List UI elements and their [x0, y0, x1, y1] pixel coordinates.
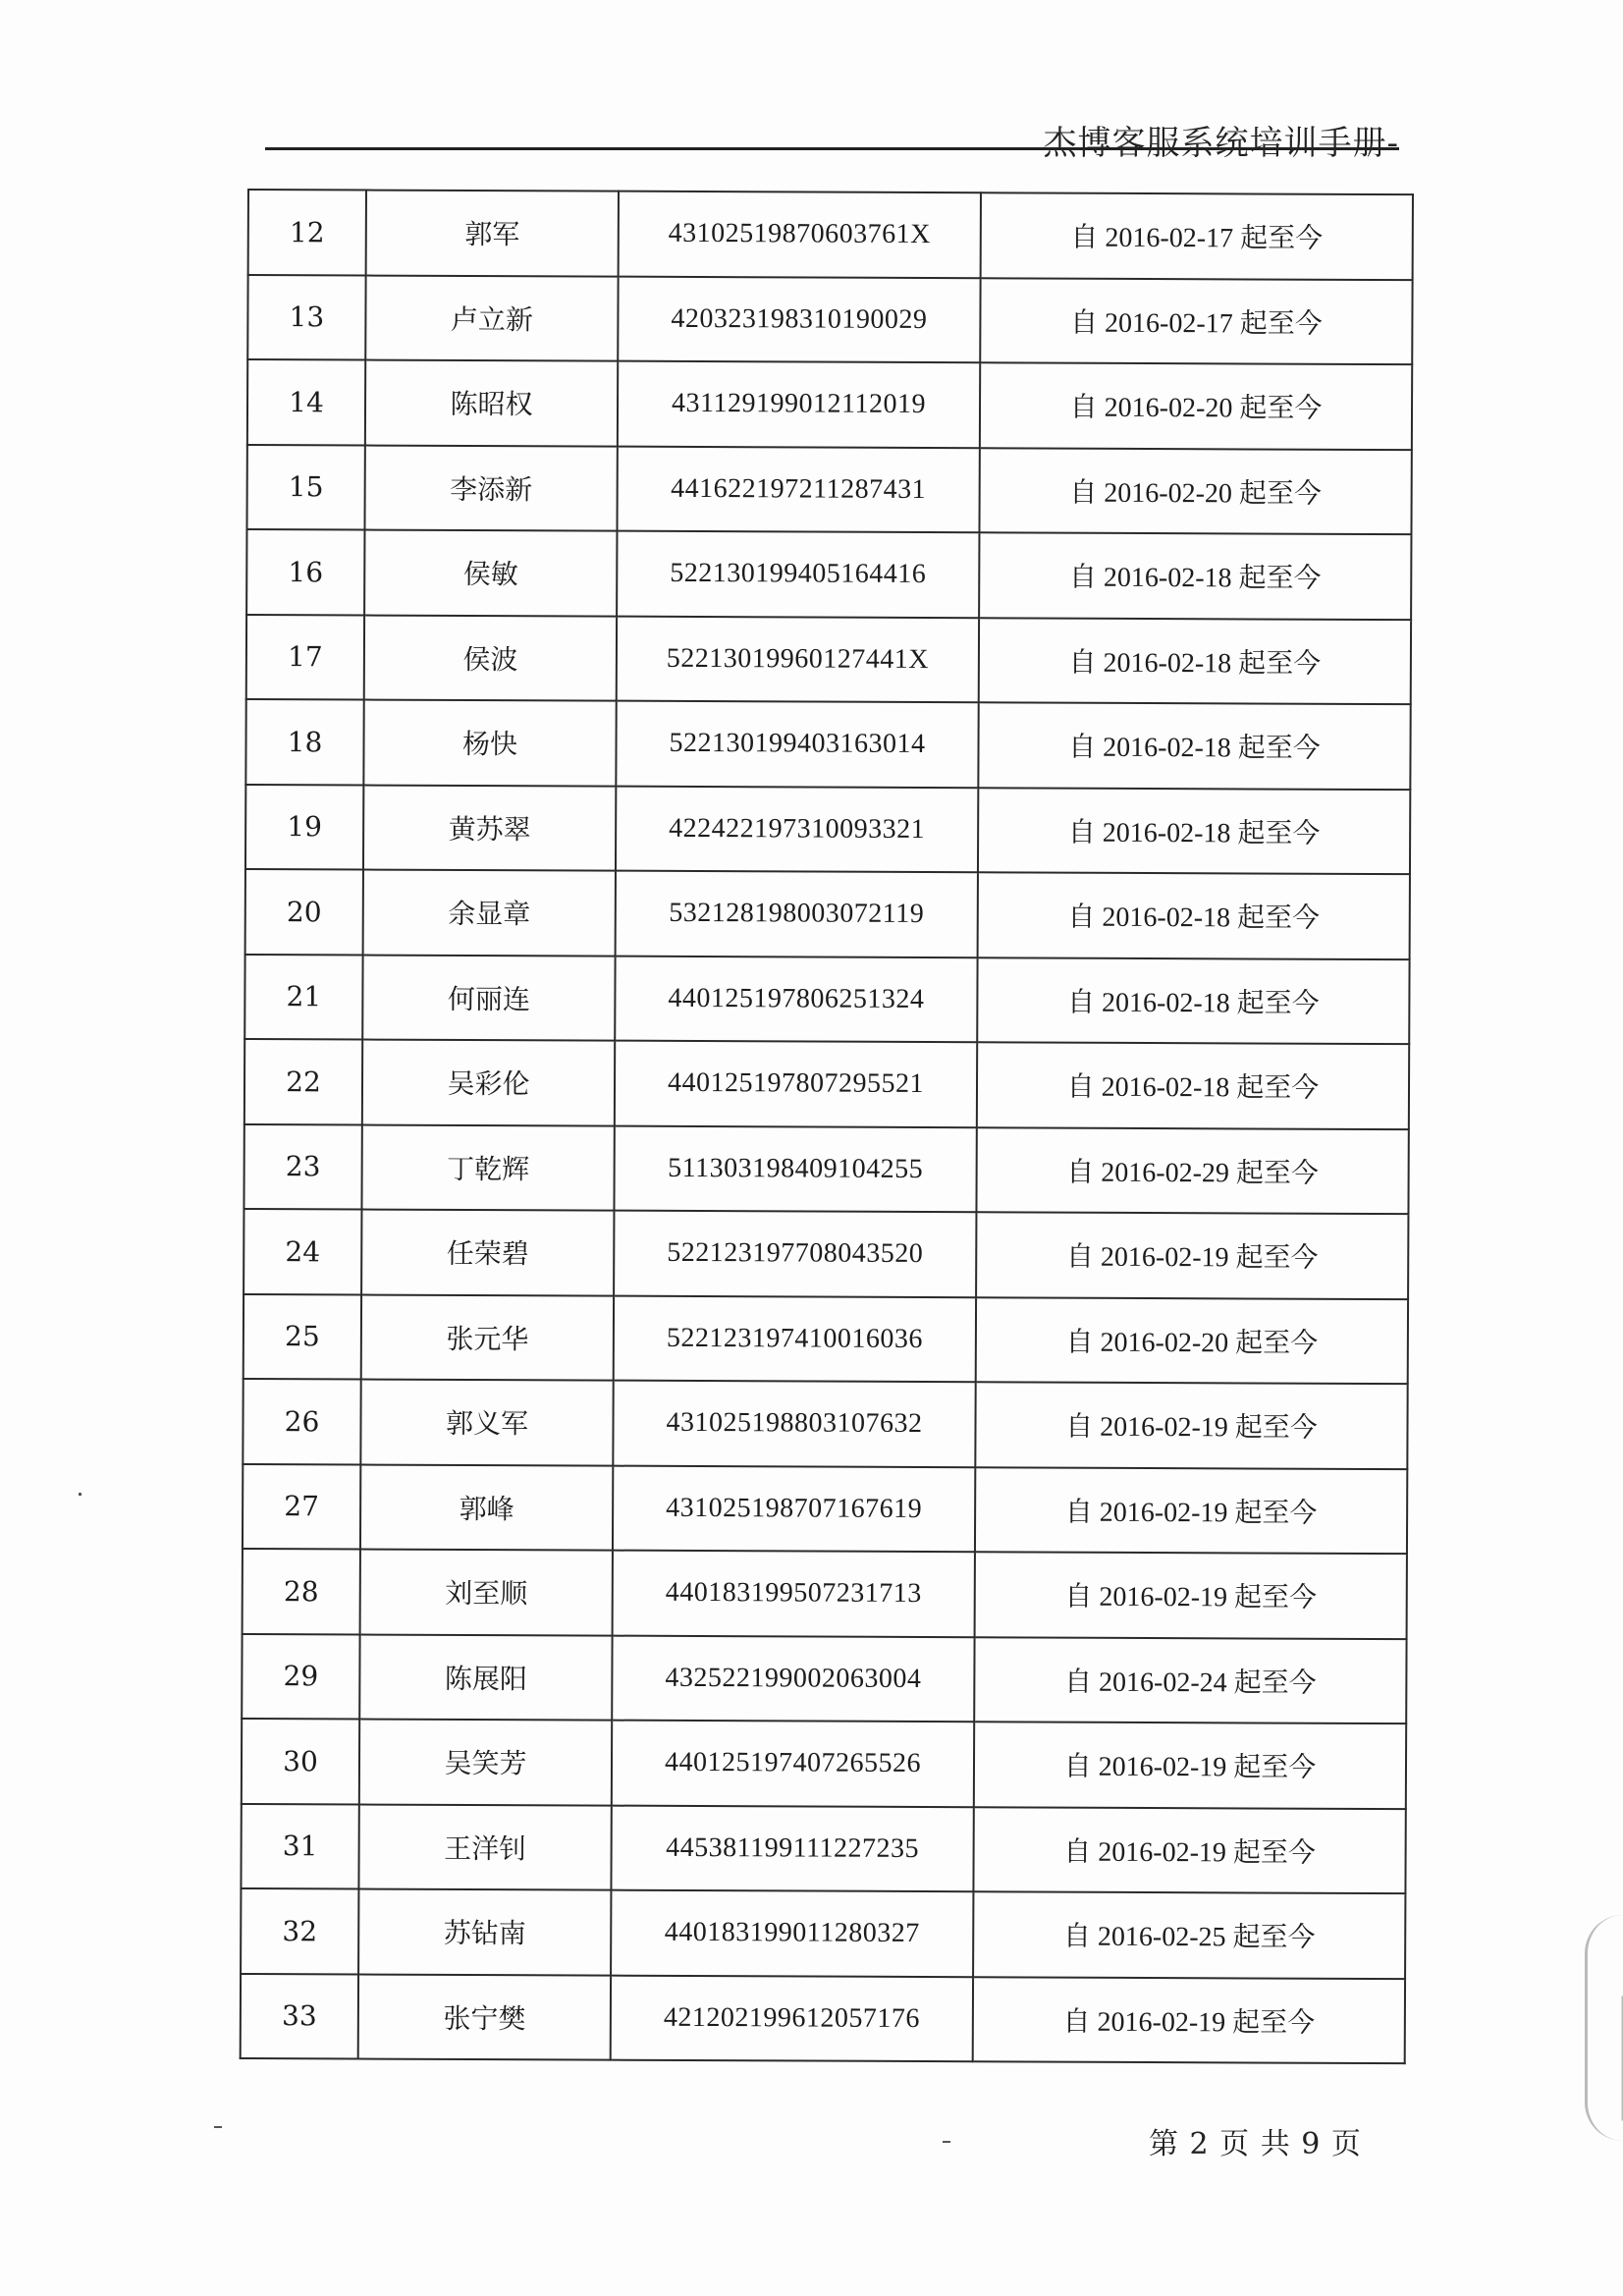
table-row: [242, 1719, 1406, 1809]
row-number-cell: 28: [243, 1549, 360, 1634]
employee-name-cell: 张元华: [361, 1294, 614, 1381]
employee-name-cell: 郭军: [366, 191, 619, 277]
service-period-cell: 自 2016-02-18 起至今: [978, 872, 1410, 958]
employee-name-cell: 何丽连: [362, 955, 615, 1041]
id-number-cell: 522130199405164416: [617, 531, 979, 618]
page-header-title: 杰博客服系统培训手册-: [1043, 124, 1399, 163]
row-number-cell: 19: [245, 784, 363, 869]
table-row: [246, 615, 1411, 705]
row-number-cell: 20: [245, 869, 363, 955]
table-row: [243, 1549, 1407, 1639]
id-number-cell: 445381199111227235: [611, 1805, 973, 1891]
id-number-cell: 440183199507231713: [613, 1551, 975, 1637]
service-period-cell: 自 2016-02-19 起至今: [973, 1807, 1405, 1893]
employee-name-cell: 刘至顺: [360, 1550, 613, 1636]
id-number-cell: 431025198803107632: [613, 1381, 975, 1467]
row-number-cell: 23: [243, 1123, 361, 1209]
service-period-cell: 自 2016-02-19 起至今: [974, 1722, 1406, 1808]
service-period-cell: 自 2016-02-19 起至今: [976, 1212, 1408, 1298]
service-period-cell: 自 2016-02-25 起至今: [973, 1891, 1405, 1978]
row-number-cell: 31: [241, 1803, 358, 1888]
table-row: [244, 954, 1409, 1044]
employee-name-cell: 丁乾辉: [361, 1124, 614, 1211]
id-number-cell: 440125197407265526: [612, 1721, 974, 1807]
employee-name-cell: 王洋钊: [358, 1804, 611, 1890]
service-period-cell: 自 2016-02-19 起至今: [975, 1552, 1407, 1638]
table-row: [241, 1803, 1405, 1893]
employee-name-cell: 卢立新: [365, 275, 618, 361]
table-row: [247, 275, 1412, 365]
service-period-cell: 自 2016-02-29 起至今: [976, 1127, 1408, 1214]
service-period-cell: 自 2016-02-20 起至今: [979, 448, 1411, 534]
service-period-cell: 自 2016-02-18 起至今: [978, 788, 1410, 874]
row-number-cell: 27: [243, 1463, 360, 1549]
row-number-cell: 29: [242, 1633, 359, 1719]
row-number-cell: 21: [244, 954, 362, 1039]
id-number-cell: 441622197211287431: [617, 446, 979, 532]
service-period-cell: 自 2016-02-18 起至今: [979, 532, 1411, 619]
table-row: [241, 1973, 1405, 2063]
employee-name-cell: 任荣碧: [361, 1210, 614, 1296]
id-number-cell: 440125197806251324: [615, 956, 977, 1042]
id-number-cell: 420323198310190029: [618, 276, 980, 362]
roster-table-body: [241, 190, 1413, 2063]
table-row: [247, 359, 1412, 450]
table-row: [241, 1888, 1405, 1979]
row-number-cell: 25: [243, 1293, 361, 1379]
employee-name-cell: 郭义军: [360, 1380, 613, 1466]
row-number-cell: 32: [241, 1888, 358, 1974]
service-period-cell: 自 2016-02-18 起至今: [978, 702, 1410, 789]
service-period-cell: 自 2016-02-17 起至今: [980, 278, 1412, 364]
table-row: [246, 445, 1411, 535]
row-number-cell: 33: [241, 1973, 358, 2058]
roster-table: [240, 189, 1414, 2064]
employee-name-cell: 李添新: [364, 445, 617, 531]
id-number-cell: 440183199011280327: [611, 1890, 973, 1977]
table-row: [246, 529, 1411, 620]
service-period-cell: 自 2016-02-20 起至今: [980, 362, 1412, 449]
employee-name-cell: 黄苏翠: [363, 785, 616, 871]
table-row: [243, 1463, 1407, 1554]
row-number-cell: 26: [243, 1379, 360, 1464]
id-number-cell: 421202199612057176: [611, 1975, 973, 2061]
table-row: [243, 1209, 1408, 1299]
row-number-cell: 14: [247, 359, 365, 445]
service-period-cell: 自 2016-02-17 起至今: [981, 192, 1413, 279]
service-period-cell: 自 2016-02-18 起至今: [977, 1042, 1409, 1128]
id-number-cell: 422422197310093321: [616, 786, 978, 872]
id-number-cell: 440125197807295521: [615, 1041, 977, 1127]
employee-name-cell: 侯波: [364, 615, 617, 701]
scan-speck: [214, 2126, 222, 2128]
id-number-cell: 43102519870603761X: [619, 191, 981, 278]
employee-name-cell: 侯敏: [364, 530, 617, 617]
table-row: [245, 784, 1410, 874]
row-number-cell: 17: [246, 615, 364, 700]
table-row: [243, 1293, 1408, 1384]
service-period-cell: 自 2016-02-18 起至今: [977, 957, 1409, 1044]
employee-name-cell: 张宁樊: [358, 1974, 611, 2060]
service-period-cell: 自 2016-02-18 起至今: [979, 618, 1411, 704]
table-row: [243, 1379, 1407, 1469]
header-divider: [265, 147, 1399, 150]
id-number-cell: 52213019960127441X: [617, 616, 979, 702]
row-number-cell: 15: [246, 445, 364, 530]
service-period-cell: 自 2016-02-24 起至今: [974, 1637, 1406, 1723]
service-period-cell: 自 2016-02-19 起至今: [975, 1382, 1407, 1468]
row-number-cell: 22: [244, 1039, 362, 1124]
service-period-cell: 自 2016-02-20 起至今: [976, 1297, 1408, 1384]
row-number-cell: 30: [242, 1719, 359, 1804]
row-number-cell: 16: [246, 529, 364, 615]
table-row: [242, 1633, 1406, 1723]
id-number-cell: 432522199002063004: [612, 1635, 974, 1722]
service-period-cell: 自 2016-02-19 起至今: [975, 1467, 1407, 1554]
row-number-cell: 18: [245, 699, 363, 785]
row-number-cell: 12: [248, 190, 366, 275]
row-number-cell: 24: [243, 1209, 361, 1294]
employee-name-cell: 余显章: [363, 870, 616, 957]
employee-name-cell: 吴笑芳: [359, 1720, 612, 1806]
employee-name-cell: 吴彩伦: [362, 1040, 615, 1126]
row-number-cell: 13: [247, 275, 365, 360]
id-number-cell: 522123197410016036: [614, 1295, 976, 1382]
id-number-cell: 522130199403163014: [616, 701, 978, 788]
employee-name-cell: 苏钻南: [358, 1889, 611, 1976]
binding-edge-mark: [1585, 1915, 1623, 2141]
employee-name-cell: 陈昭权: [365, 360, 618, 447]
id-number-cell: 431129199012112019: [618, 361, 980, 448]
service-period-cell: 自 2016-02-19 起至今: [973, 1977, 1405, 2063]
employee-name-cell: 陈展阳: [359, 1634, 612, 1721]
table-row: [248, 190, 1413, 280]
table-row: [244, 1039, 1409, 1129]
id-number-cell: 522123197708043520: [614, 1211, 976, 1297]
page-number: 第 2 页 共 9 页: [1149, 2127, 1362, 2161]
employee-name-cell: 杨快: [363, 700, 616, 787]
id-number-cell: 431025198707167619: [613, 1465, 975, 1552]
table-row: [245, 699, 1410, 790]
scan-speck: [79, 1493, 81, 1496]
id-number-cell: 511303198409104255: [614, 1125, 976, 1212]
scan-speck: [943, 2141, 950, 2143]
id-number-cell: 532128198003072119: [616, 871, 978, 957]
table-row: [243, 1123, 1408, 1214]
table-row: [245, 869, 1410, 959]
employee-name-cell: 郭峰: [360, 1464, 613, 1551]
roster-table-container: [240, 189, 1404, 2064]
